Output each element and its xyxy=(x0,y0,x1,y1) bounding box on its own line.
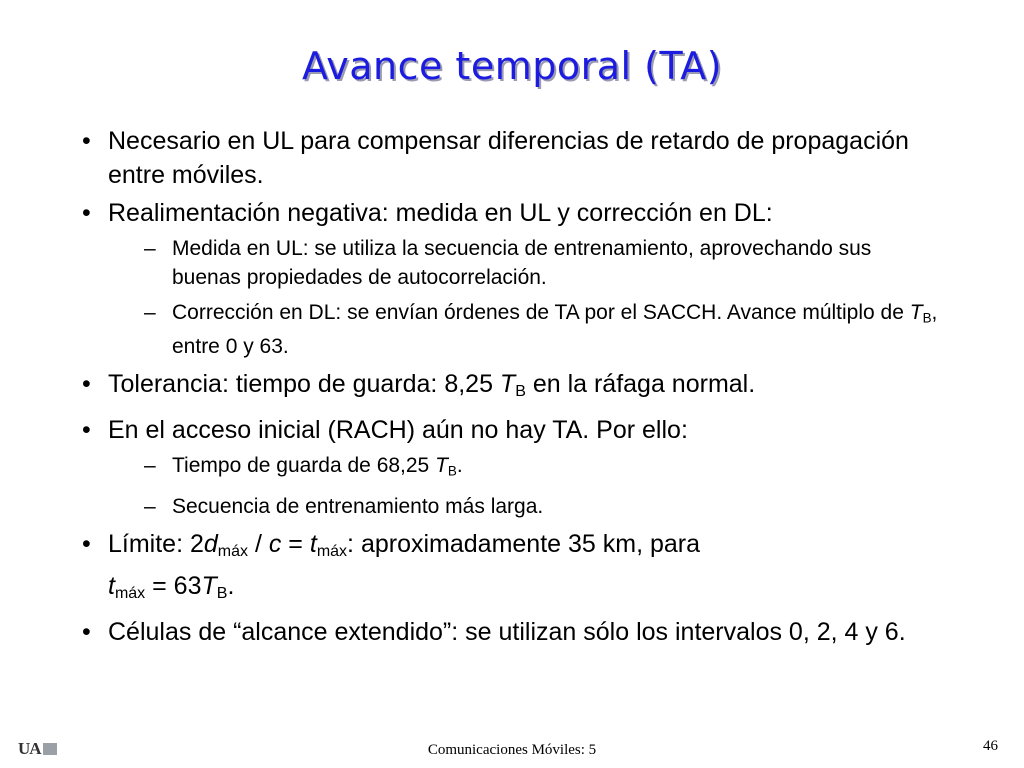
bullet-item xyxy=(82,413,942,447)
dash-icon: – xyxy=(144,237,156,260)
subscript: B xyxy=(216,584,228,602)
bullet-text: Realimentación negativa: medida en UL y corrección en DL: xyxy=(108,199,773,227)
sub-bullet-text: Corrección en DL: se envían órdenes de TA por el SACCH. Avance múltiplo de $T_B$, entre 0 y 63. xyxy=(172,301,938,359)
symbol-t: t xyxy=(108,571,115,600)
symbol-t: t xyxy=(309,529,317,558)
bullet-icon: • xyxy=(82,529,91,558)
sub-bullet-text: Medida en UL: se utiliza la secuencia de entrenamiento, aprovechando sus buenas propiedades de autocorrelación. xyxy=(172,237,872,289)
symbol-d: d xyxy=(203,529,218,558)
slide-title: Avance temporal (TA) xyxy=(301,44,723,88)
footer-text: Comunicaciones Móviles: 5 xyxy=(427,742,597,758)
dash-icon: – xyxy=(144,301,156,324)
bullet-text: Límite: $2d_{máx} / c = t_{máx}$: aproximadamente 35 km, para $t_{máx} = 63T_B$. xyxy=(108,529,701,602)
bullet-item xyxy=(82,196,942,230)
symbol-t: T xyxy=(201,571,217,600)
bullet-text: Necesario en UL para compensar diferencias de retardo de propagación entre móviles. xyxy=(108,127,909,189)
sub-bullet-text: Secuencia de entrenamiento más larga. xyxy=(172,494,544,518)
bullet-item xyxy=(82,527,942,611)
bullet-icon: • xyxy=(82,199,91,227)
bullet-item xyxy=(82,124,942,192)
subscript: B xyxy=(515,383,526,401)
page-number: 46 xyxy=(983,738,998,754)
sub-bullet-item xyxy=(144,234,942,292)
bullet-icon: • xyxy=(82,370,91,399)
university-logo: UA xyxy=(18,739,57,759)
subscript: máx xyxy=(114,584,146,602)
symbol-c: c xyxy=(268,529,282,558)
bullet-text: Tolerancia: tiempo de guarda: 8,25 $T_B$ en la ráfaga normal. xyxy=(108,370,756,401)
subscript: B xyxy=(447,463,457,479)
bullet-item xyxy=(82,615,942,649)
bullet-item xyxy=(82,367,942,409)
subscript: máx xyxy=(316,542,348,560)
sub-bullet-text: Tiempo de guarda de 68,25 $T_B$. xyxy=(172,454,463,479)
symbol-t: T xyxy=(435,454,448,478)
bullet-icon: • xyxy=(82,416,91,445)
symbol-t: T xyxy=(499,370,516,399)
dash-icon: – xyxy=(144,454,156,478)
sub-bullet-item xyxy=(144,492,942,521)
bullet-icon: • xyxy=(82,617,91,646)
bullet-text: Células de “alcance extendido”: se utilizan sólo los intervalos 0, 2, 4 y 6. xyxy=(108,617,906,646)
bullet-text: En el acceso inicial (RACH) aún no hay TA. Por ello: xyxy=(108,416,688,445)
sub-bullet-item xyxy=(144,298,942,361)
dash-icon: – xyxy=(144,494,156,518)
symbol-t: T xyxy=(909,301,923,324)
subscript: B xyxy=(922,310,932,326)
sub-bullet-item xyxy=(144,451,942,485)
slide-content xyxy=(82,124,942,653)
subscript: máx xyxy=(217,542,249,560)
bullet-icon: • xyxy=(82,127,91,155)
